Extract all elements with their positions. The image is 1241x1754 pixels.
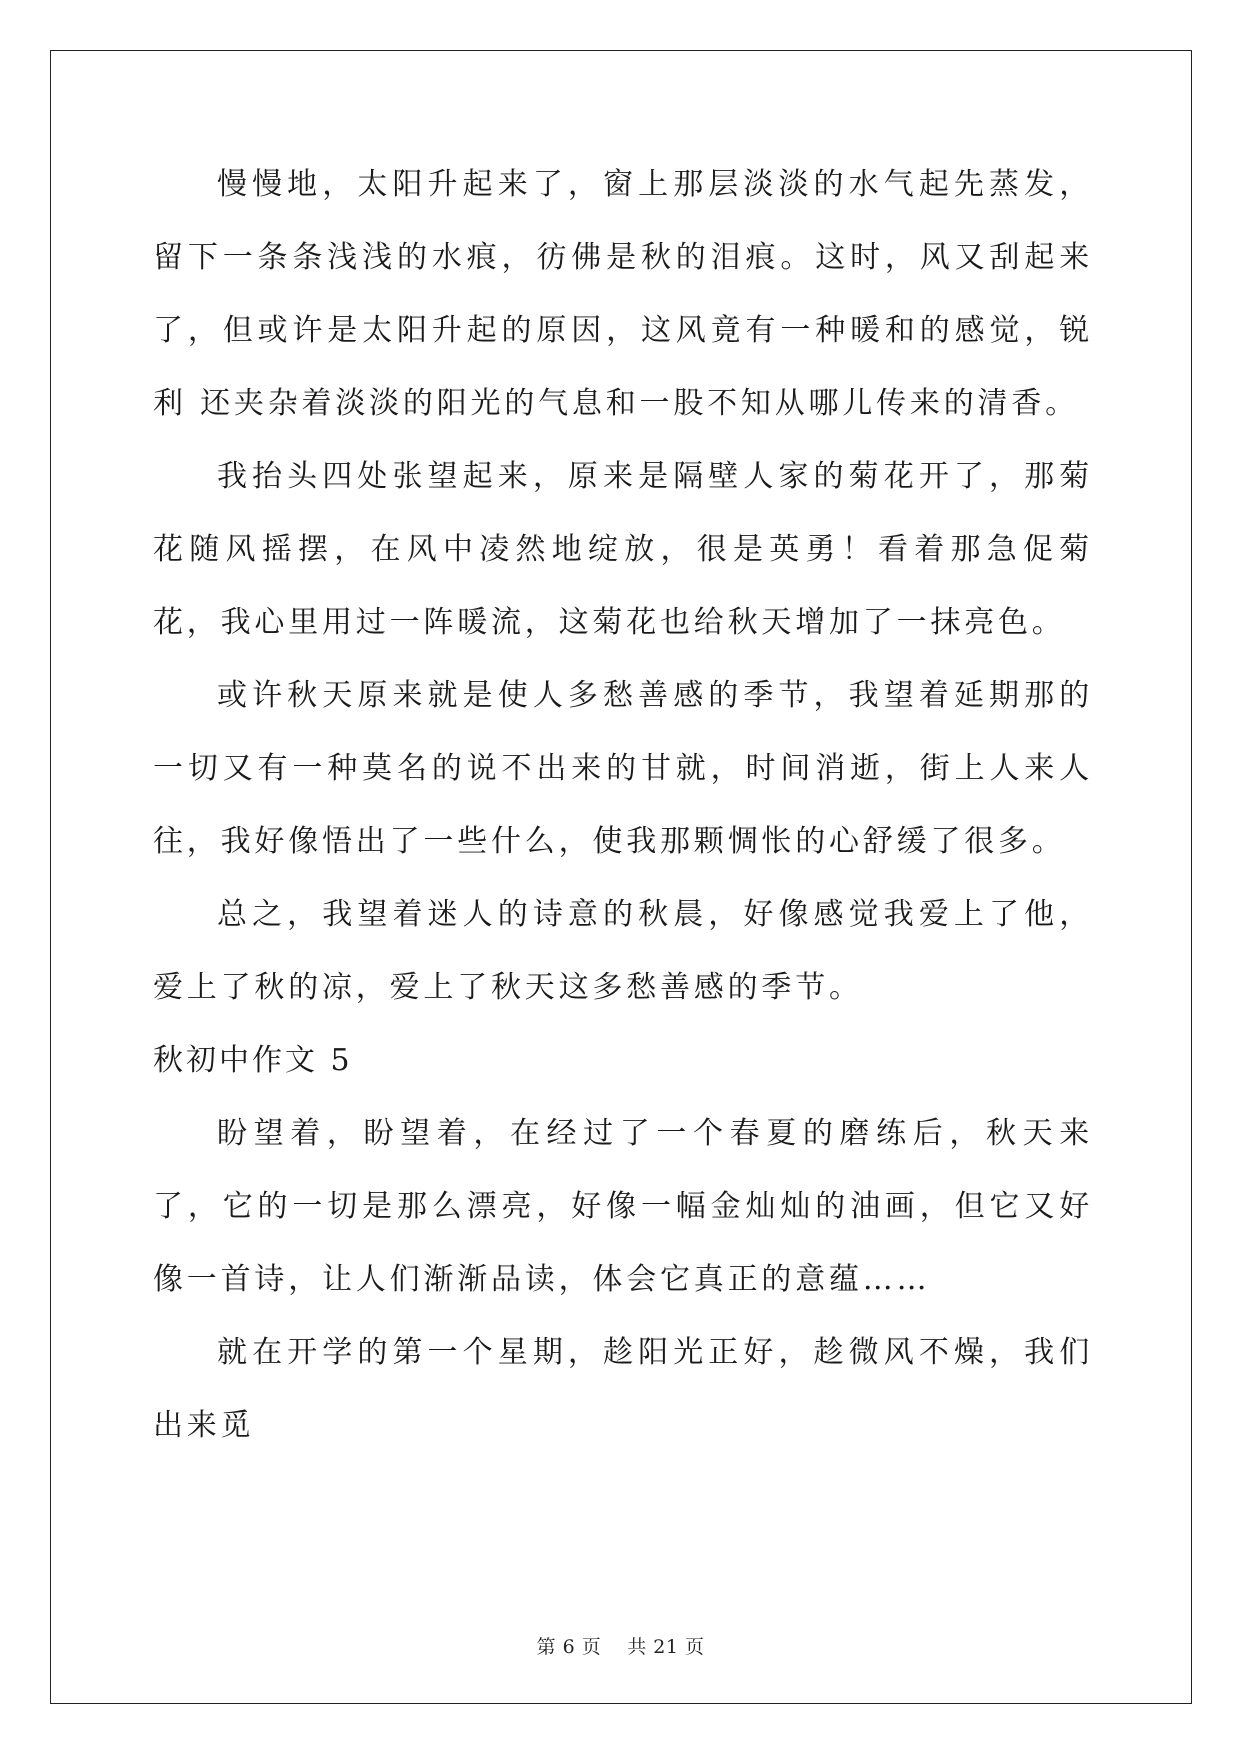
paragraph-4: 总之，我望着迷人的诗意的秋晨，好像感觉我爱上了他，爱上了秋的凉，爱上了秋天这多愁善感的季节。 [153,897,1093,1005]
page-footer [0,1632,1241,1659]
paragraph-2: 我抬头四处张望起来，原来是隔壁人家的菊花开了，那菊花随风摇摆，在风中凌然地绽放，很是英勇！看着那急促菊花，我心里用过一阵暖流，这菊花也给秋天增加了一抹亮色。 [153,459,1093,640]
paragraph-1: 慢慢地，太阳升起来了，窗上那层淡淡的水气起先蒸发，留下一条条浅浅的水痕，彷佛是秋的泪痕。这时，风又刮起来了，但或许是太阳升起的原因，这风竟有一种暖和的感觉，锐利 还夹杂着淡淡的阳光的气息和一股不知从哪儿传来的清香。 [153,167,1093,421]
paragraph-5: 盼望着，盼望着，在经过了一个春夏的磨练后，秋天来了，它的一切是那么漂亮，好像一幅金灿灿的油画，但它又好像一首诗，让人们渐渐品读，体会它真正的意蕴…… [153,1116,1093,1297]
paragraph-3: 或许秋天原来就是使人多愁善感的季节，我望着延期那的一切又有一种莫名的说不出来的甘就，时间消逝，街上人来人往，我好像悟出了一些什么，使我那颗惆怅的心舒缓了很多。 [153,678,1093,859]
page-number: 第 6 页 [536,1636,602,1658]
document-body [153,148,1093,1462]
section-heading: 秋初中作文 5 [153,1043,353,1078]
page-total: 共 21 页 [627,1636,705,1658]
paragraph-6: 就在开学的第一个星期，趁阳光正好，趁微风不燥，我们出来觅 [153,1335,1093,1443]
